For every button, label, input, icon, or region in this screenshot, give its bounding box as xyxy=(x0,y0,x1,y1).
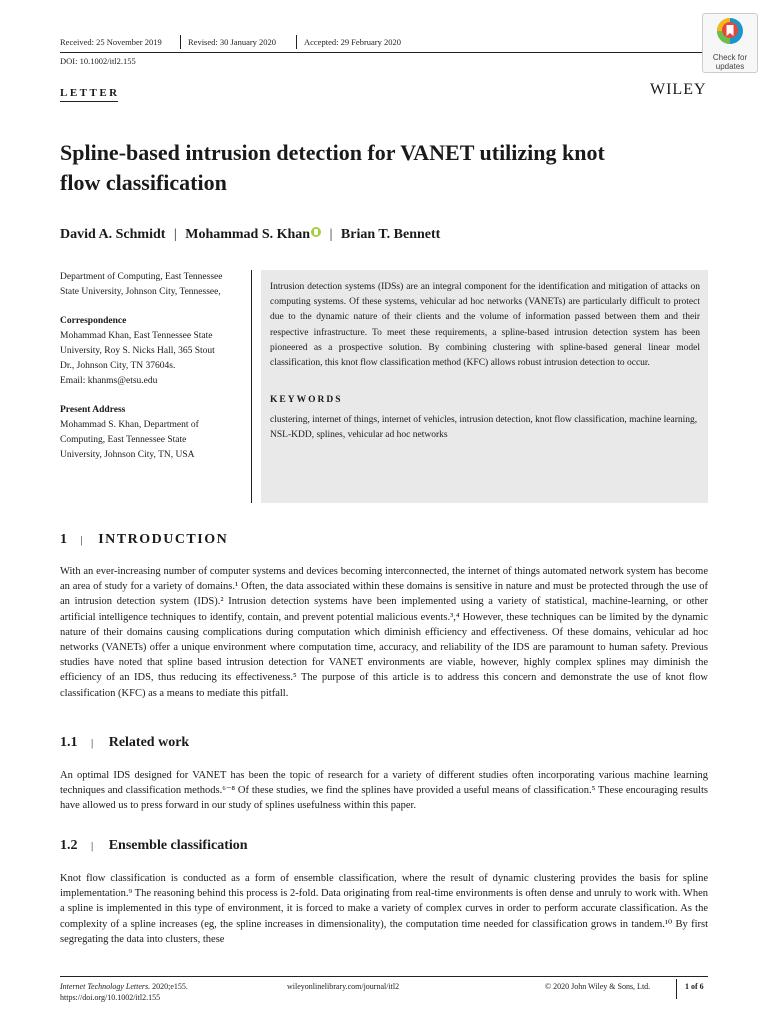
article-type-underline xyxy=(60,101,118,102)
affiliation-column xyxy=(60,270,245,463)
journal-name: Internet Technology Letters. xyxy=(60,982,151,991)
keywords-text: clustering, internet of things, internet of vehicles, intrusion detection, knot flow classification, machine learning, NSL-KDD, splines, vehicular ad hoc networks xyxy=(270,415,698,441)
section-number: 1 xyxy=(60,532,67,547)
article-type: LETTER xyxy=(60,87,120,99)
author-name[interactable]: Brian T. Bennett xyxy=(340,227,441,242)
header-divider xyxy=(296,35,297,49)
accepted-date: Accepted: 29 February 2020 xyxy=(304,37,402,47)
badge-text: updates xyxy=(715,62,745,71)
author-list xyxy=(60,227,440,243)
correspondence-line: University, Roy S. Nicks Hall, 365 Stout xyxy=(60,346,215,356)
author-divider: | xyxy=(173,227,177,242)
correspondence-line: Mohammad Khan, East Tennessee State xyxy=(60,331,213,341)
correspondence-email[interactable]: Email: khanms@etsu.edu xyxy=(60,376,158,386)
publisher-logo: WILEY xyxy=(650,81,707,98)
abstract-box xyxy=(261,270,708,503)
title-line: Spline-based intrusion detection for VANET utilizing knot xyxy=(60,140,605,165)
subsection-title: Related work xyxy=(108,735,190,750)
intro-paragraph: With an ever-increasing number of computer systems and devices becoming interconnected, the internet of things automated network system has become an area of study for a variety of domains.¹ Often, the data associated within these domains is sensitive in nature and must be protected through the use of an intrusion detection system (IDS).² Intrusion detection systems have been implemented using a variety of statistical, machine-learning, or other artificial intelligence techniques to identify, contain, and prevent potential malicious events.³,⁴ However, these techniques can be limited by the dynamic nature of their domains causing complications during computation which diminish efficiency and effectiveness. Of these domains, vehicular ad hoc networks (VANETs) offer a unique environment where computation time, accuracy, and reliability of the IDS are paramount to human safety. Previous studies have noted that spline based intrusion detection for VANET environments are viable, however, highly complex splines may diminish the efficiency of an IDS, thus reducing its effectiveness.⁵ The purpose of this article is to address this concern and demonstrate the use of knot flow classification (KFC) as a means to mediate this pitfall. xyxy=(60,566,708,699)
author-name[interactable]: Mohammad S. Khan xyxy=(185,227,311,242)
abstract-text: Intrusion detection systems (IDSs) are an integral component for the identification and mitigation of attacks on computing systems. Of these systems, vehicular ad hoc networks (VANETs) are particularly difficult to protect due to the dynamic nature of their clients and the volume of information passed between them and their respective infrastructure. To meet these requirements, a spline-based intrusion detection system has been pioneered as a prospective solution. By combining clustering with spline-based general linear model classification, this knot flow classification method (KFC) allows robust intrusion detection to occur. xyxy=(270,282,700,369)
footer-doi-link[interactable]: https://doi.org/10.1002/itl2.155 xyxy=(60,993,161,1002)
header-divider xyxy=(180,35,181,49)
related-work-paragraph: An optimal IDS designed for VANET has been the topic of research for a variety of different studies often incorporating various machine learning techniques and classification methods.⁶⁻⁸ Of these studies, we find the splines have provided a useful means of classification.⁵ These encouraging results have allowed us to press forward in our study of splines usefulness within this paper. xyxy=(60,770,708,812)
present-address-line: University, Johnson City, TN, USA xyxy=(60,450,195,460)
badge-text: Check for xyxy=(712,53,748,62)
subsection-title: Ensemble classification xyxy=(108,838,248,853)
orcid-icon[interactable] xyxy=(311,227,321,237)
heading-divider: | xyxy=(80,534,83,546)
heading-divider: | xyxy=(91,737,94,749)
footer-rule xyxy=(60,976,708,977)
doi[interactable]: DOI: 10.1002/itl2.155 xyxy=(60,56,136,66)
revised-date: Revised: 30 January 2020 xyxy=(188,37,277,47)
section-heading xyxy=(60,532,228,548)
title-line: flow classification xyxy=(60,170,227,195)
present-address-heading: Present Address xyxy=(60,405,126,415)
correspondence-line: Dr., Johnson City, TN 37604s. xyxy=(60,361,176,371)
citation-info: 2020;e155. xyxy=(150,982,188,991)
footer-site-link[interactable]: wileyonlinelibrary.com/journal/itl2 xyxy=(287,982,400,991)
affiliation-line: State University, Johnson City, Tennessee, xyxy=(60,287,221,297)
page-number: 1 of 6 xyxy=(685,982,704,991)
footer-divider xyxy=(676,979,677,999)
heading-divider: | xyxy=(91,840,94,852)
footer-copyright: © 2020 John Wiley & Sons, Ltd. xyxy=(545,982,651,991)
article-title xyxy=(60,138,720,198)
column-divider xyxy=(251,270,252,503)
footer-citation xyxy=(60,981,188,1003)
affiliation-line: Department of Computing, East Tennessee xyxy=(60,272,223,282)
section-title: INTRODUCTION xyxy=(98,532,229,547)
subsection-heading xyxy=(60,735,189,751)
received-date: Received: 25 November 2019 xyxy=(60,37,162,47)
subsection-number: 1.1 xyxy=(60,735,78,750)
keywords-heading: KEYWORDS xyxy=(270,395,343,405)
author-divider: | xyxy=(329,227,333,242)
header-rule xyxy=(60,52,702,53)
subsection-heading xyxy=(60,838,248,854)
crossmark-icon xyxy=(703,14,757,48)
author-name[interactable]: David A. Schmidt xyxy=(60,227,166,242)
correspondence-heading: Correspondence xyxy=(60,316,127,326)
present-address-line: Computing, East Tennessee State xyxy=(60,435,187,445)
subsection-number: 1.2 xyxy=(60,838,78,853)
present-address-line: Mohammad S. Khan, Department of xyxy=(60,420,199,430)
check-for-updates-badge[interactable] xyxy=(702,13,758,73)
ensemble-paragraph: Knot flow classification is conducted as a form of ensemble classification, where the result of dynamic clustering provides the basis for spline implementation.⁹ The reasoning behind this process is 2-fold. Data originating from real-time environments is often dense and unruly to work with. When a spline is implemented in this type of environment, it is forced to make a variety of complex curves in order to perform accurate classification. As the complexity of a spline increases (eg, the spline increases in dimensionality), the computation time needed for classification grows in tandem.¹⁰ By first segregating the data into clusters, these xyxy=(60,873,708,945)
